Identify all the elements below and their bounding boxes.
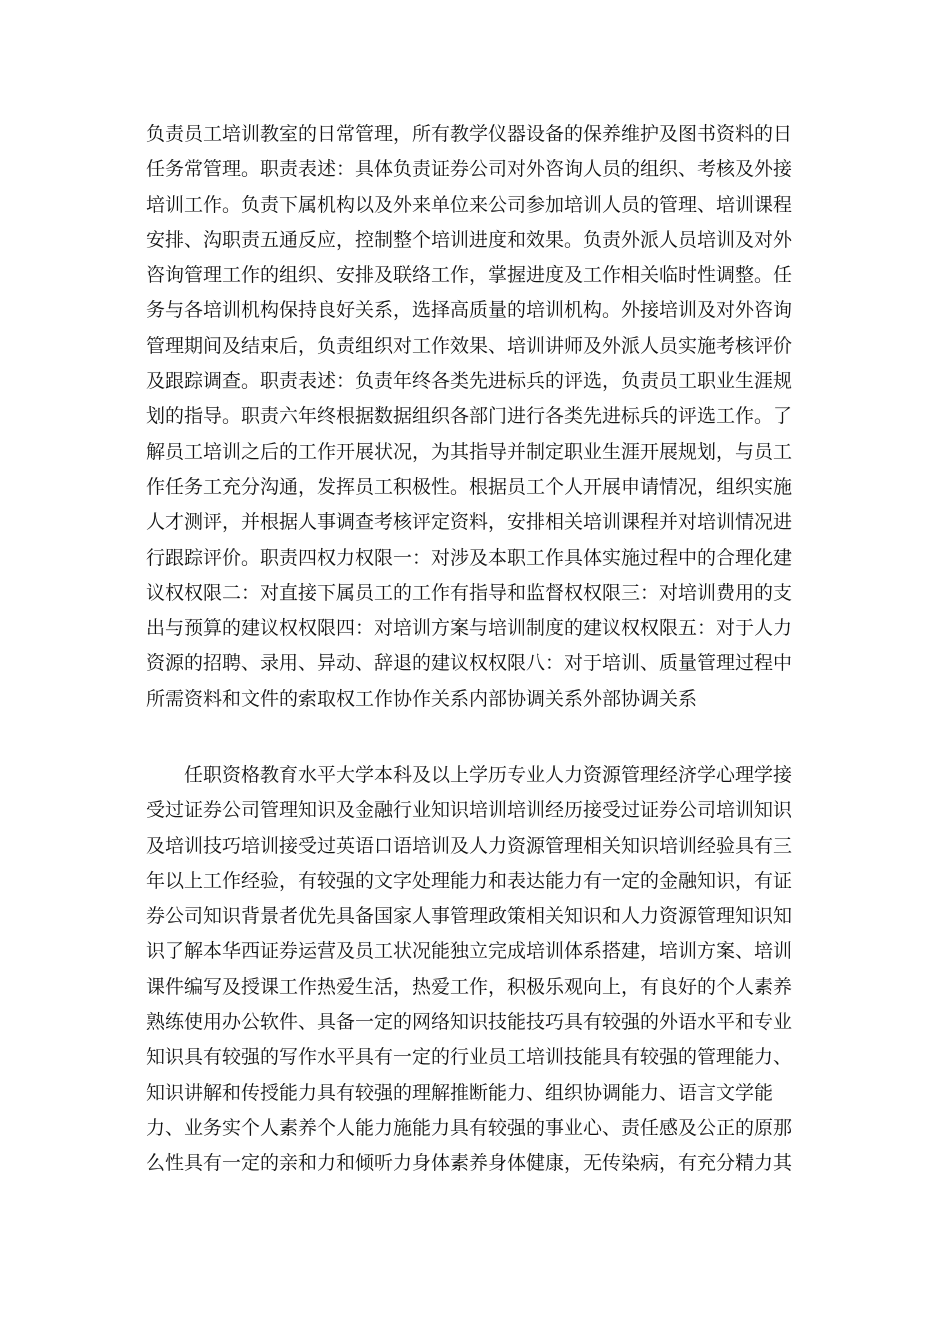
paragraph-1-line: 所需资料和文件的索取权工作协作关系内部协调关系外部协调关系 [146, 687, 698, 710]
paragraph-1-line: 划的指导。职责六年终根据数据组织各部门进行各类先进标兵的评选工作。了 [146, 405, 793, 428]
paragraph-1-line: 负责员工培训教室的日常管理，所有教学仪器设备的保养维护及图书资料的日 [146, 123, 793, 145]
paragraph-2-line: 课件编写及授课工作热爱生活，热爱工作，积极乐观向上，有良好的个人素养 [146, 975, 793, 998]
paragraph-2-line: 及培训技巧培训接受过英语口语培训及人力资源管理相关知识培训经验具有三 [146, 834, 793, 857]
paragraph-1-line: 安排、沟职责五通反应，控制整个培训进度和效果。负责外派人员培训及对外 [146, 228, 793, 251]
paragraph-1-line: 任务常管理。职责表述：具体负责证券公司对外咨询人员的组织、考核及外接 [146, 158, 793, 181]
paragraph-1-line: 管理期间及结束后，负责组织对工作效果、培训讲师及外派人员实施考核评价 [146, 334, 793, 357]
paragraph-2-line: 熟练使用办公软件、具备一定的网络知识技能技巧具有较强的外语水平和专业 [146, 1011, 793, 1034]
paragraph-1-line: 行跟踪评价。职责四权力权限一：对涉及本职工作具体实施过程中的合理化建 [146, 546, 793, 569]
paragraph-1-line: 解员工培训之后的工作开展状况，为其指导并制定职业生涯开展规划，与员工 [146, 440, 793, 463]
paragraph-1-line: 务与各培训机构保持良好关系，选择高质量的培训机构。外接培训及对外咨询 [146, 299, 793, 322]
paragraph-2-line: 券公司知识背景者优先具备国家人事管理政策相关知识和人力资源管理知识知 [146, 905, 793, 928]
paragraph-1 [146, 117, 806, 717]
paragraph-2-line: 么性具有一定的亲和力和倾听力身体素养身体健康，无传染病，有充分精力其 [146, 1152, 793, 1175]
paragraph-1-line: 及跟踪调查。职责表述：负责年终各类先进标兵的评选，负责员工职业生涯规 [146, 370, 793, 393]
paragraph-1-line: 咨询管理工作的组织、安排及联络工作，掌握进度及工作相关临时性调整。任 [146, 264, 793, 287]
paragraph-1-line: 培训工作。负责下属机构以及外来单位来公司参加培训人员的管理、培训课程 [146, 193, 793, 216]
paragraph-2-line: 知识具有较强的写作水平具有一定的行业员工培训技能具有较强的管理能力、 [146, 1046, 793, 1069]
paragraph-1-line: 出与预算的建议权权限四：对培训方案与培训制度的建议权权限五：对于人力 [146, 617, 793, 640]
paragraph-2-line: 识了解本华西证券运营及员工状况能独立完成培训体系搭建，培训方案、培训 [146, 940, 793, 963]
paragraph-2-line: 年以上工作经验，有较强的文字处理能力和表达能力有一定的金融知识，有证 [146, 869, 793, 892]
paragraph-1-line: 作任务工充分沟通，发挥员工积极性。根据员工个人开展申请情况，组织实施 [146, 475, 793, 498]
paragraph-1-line: 人才测评，并根据人事调查考核评定资料，安排相关培训课程并对培训情况进 [146, 511, 793, 534]
paragraph-2 [146, 758, 806, 1182]
paragraph-2-line: 受过证券公司管理知识及金融行业知识培训培训经历接受过证券公司培训知识 [146, 799, 793, 822]
paragraph-2-line: 知识讲解和传授能力具有较强的理解推断能力、组织协调能力、语言文学能 [146, 1081, 774, 1104]
paragraph-1-line: 议权权限二：对直接下属员工的工作有指导和监督权权限三：对培训费用的支 [146, 581, 793, 604]
paragraph-2-first-line: 任职资格教育水平大学本科及以上学历专业人力资源管理经济学心理学接 [184, 764, 793, 786]
paragraph-2-line: 力、业务实个人素养个人能力施能力具有较强的事业心、责任感及公正的原那 [146, 1116, 793, 1139]
paragraph-1-line: 资源的招聘、录用、异动、辞退的建议权权限八：对于培训、质量管理过程中 [146, 652, 793, 675]
